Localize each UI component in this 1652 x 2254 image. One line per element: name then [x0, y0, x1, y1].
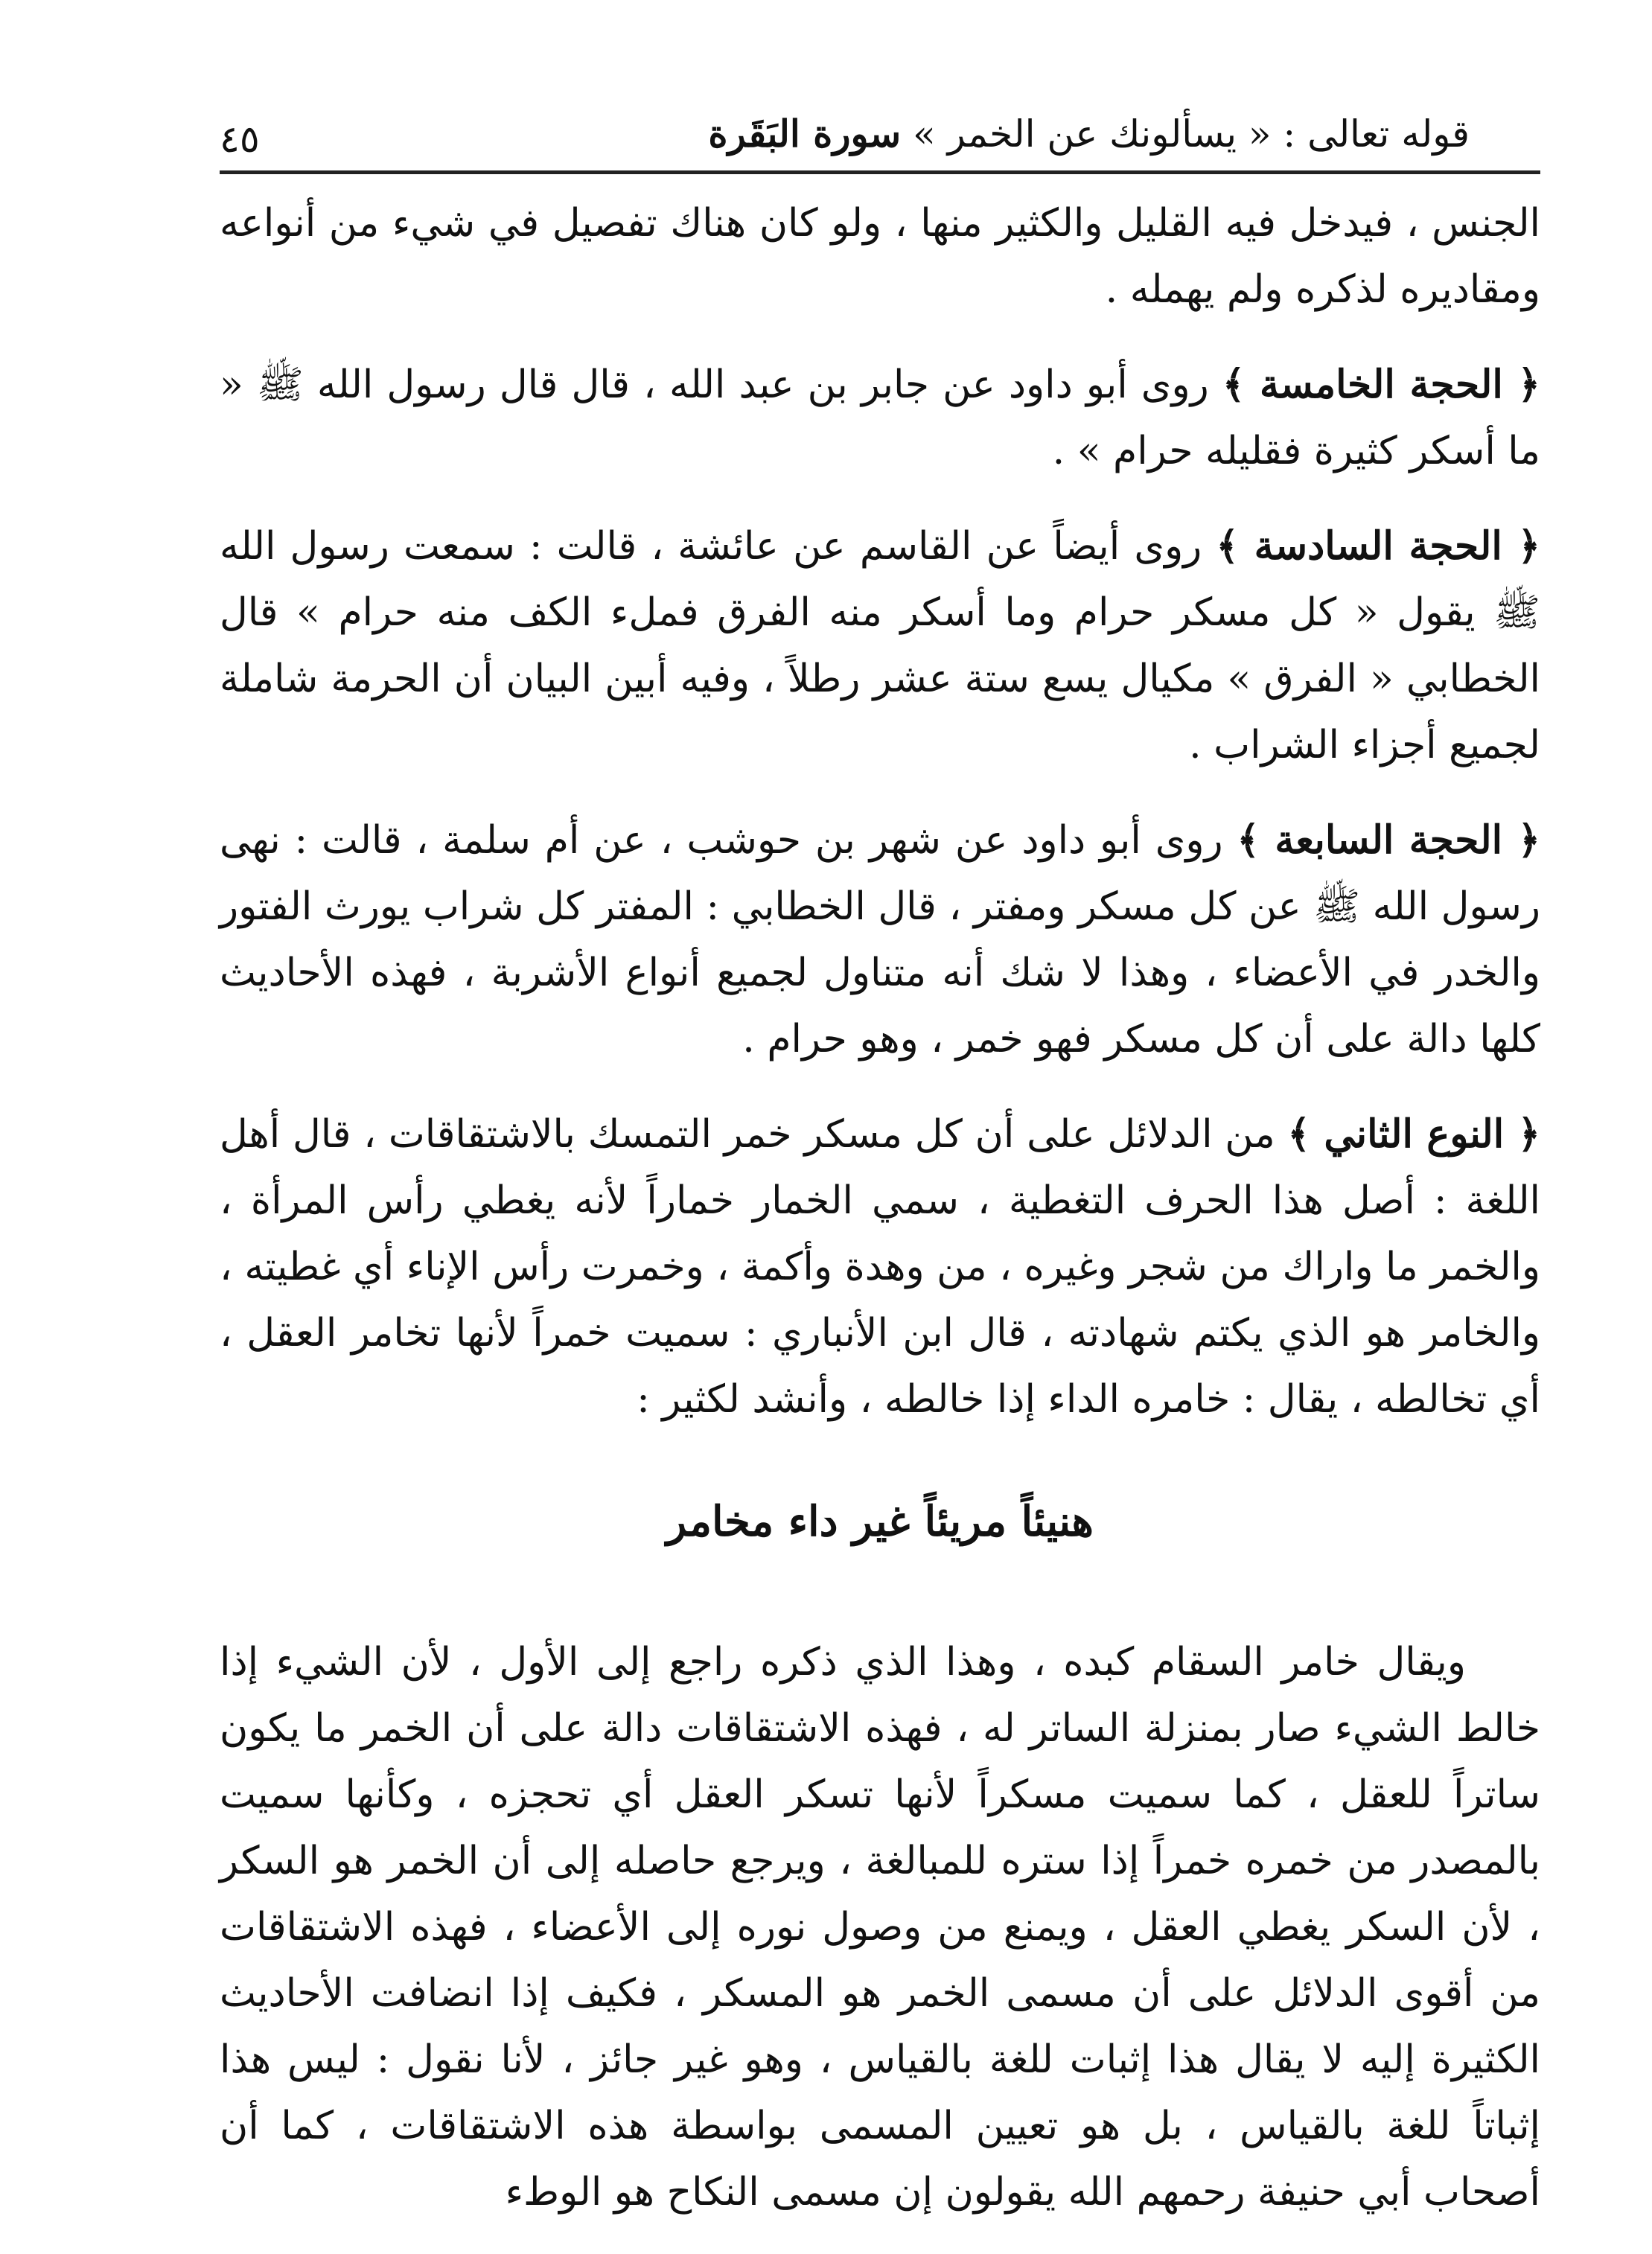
paragraph [220, 807, 1540, 1073]
paragraph [220, 1101, 1540, 1433]
paragraph-text: الجنس ، فيدخل فيه القليل والكثير منها ، ولو كان هناك تفصيل في شيء من أنواعه ومقاديره لذكره ولم يهمله . [220, 201, 1540, 312]
paragraph-label: ﴿ الحجة الخامسة ﴾ [1222, 362, 1541, 407]
paragraph-text: روى أيضاً عن القاسم عن عائشة ، قالت : سمعت رسول الله ﷺ يقول « كل مسكر حرام وما أسكر منه الفرق فملء الكف منه حرام » قال الخطابي « الفرق » مكيال يسع ستة عشر رطلاً ، وفيه أبين البيان أن الحرمة شاملة لجميع أجزاء الشراب . [220, 524, 1540, 767]
paragraph-label: ﴿ الحجة السادسة ﴾ [1216, 523, 1540, 569]
header-surah-name: سورة البَقَرة [708, 112, 902, 156]
closing-paragraph: ويقال خامر السقام كبده ، وهذا الذي ذكره راجع إلى الأول ، لأن الشيء إذا خالط الشيء صار بمنزلة الساتر له ، فهذه الاشتقاقات دالة على أن الخمر ما يكون ساتراً للعقل ، كما سميت مسكراً لأنها تسكر العقل أي تحجزه ، وكأنها سميت بالمصدر من خمره خمراً إذا ستره للمبالغة ، ويرجع حاصله إلى أن الخمر هو السكر ، لأن السكر يغطي العقل ، ويمنع من وصول نوره إلى الأعضاء ، فهذه الاشتقاقات من أقوى الدلائل على أن مسمى الخمر هو المسكر ، فكيف إذا انضافت الأحاديث الكثيرة إليه لا يقال هذا إثبات للغة بالقياس ، وهو غير جائز ، لأنا نقول : ليس هذا إثباتاً للغة بالقياس ، بل هو تعيين المسمى بواسطة هذه الاشتقاقات ، كما أن أصحاب أبي حنيفة رحمهم الله يقولون إن مسمى النكاح هو الوطء [220, 1640, 1540, 2215]
header-title [708, 112, 1470, 156]
paragraph [220, 190, 1540, 323]
paragraph [220, 351, 1540, 485]
page-number: ٤٥ [220, 118, 260, 161]
paragraph-label: ﴿ الحجة السابعة ﴾ [1237, 817, 1541, 863]
header-verse-title: قوله تعالى : « يسألونك عن الخمر » [913, 112, 1470, 156]
poetry-verse: هنيئاً مريئاً غير داء مخامر [666, 1497, 1094, 1546]
paragraph [220, 513, 1540, 779]
page-body [220, 190, 1540, 2254]
paragraph-text: من الدلائل على أن كل مسكر خمر التمسك بالاشتقاقات ، قال أهل اللغة : أصل هذا الحرف التغطية ، سمي الخمار خماراً لأنه يغطي رأس المرأة ، والخمر ما واراك من شجر وغيره ، من وهدة وأكمة ، وخمرت رأس الإناء أي غطيته ، والخامر هو الذي يكتم شهادته ، قال ابن الأنباري : سميت خمراً لأنها تخامر العقل ، أي تخالطه ، يقال : خامره الداء إذا خالطه ، وأنشد لكثير : [220, 1112, 1540, 1422]
paragraph-label: ﴿ النوع الثاني ﴾ [1287, 1111, 1541, 1157]
header-divider [220, 170, 1540, 174]
paragraph-text: روى أبو داود عن جابر بن عبد الله ، قال قال رسول الله ﷺ « ما أسكر كثيرة فقليله حرام » . [220, 363, 1540, 473]
paragraph-text: روى أبو داود عن شهر بن حوشب ، عن أم سلمة ، قالت : نهى رسول الله ﷺ عن كل مسكر ومفتر ، قال الخطابي : المفتر كل شراب يورث الفتور والخدر في الأعضاء ، وهذا لا شك أنه متناول لجميع أنواع الأشربة ، فهذه الأحاديث كلها دالة على أن كل مسكر فهو خمر ، وهو حرام . [220, 818, 1540, 1061]
running-header [220, 95, 1514, 170]
